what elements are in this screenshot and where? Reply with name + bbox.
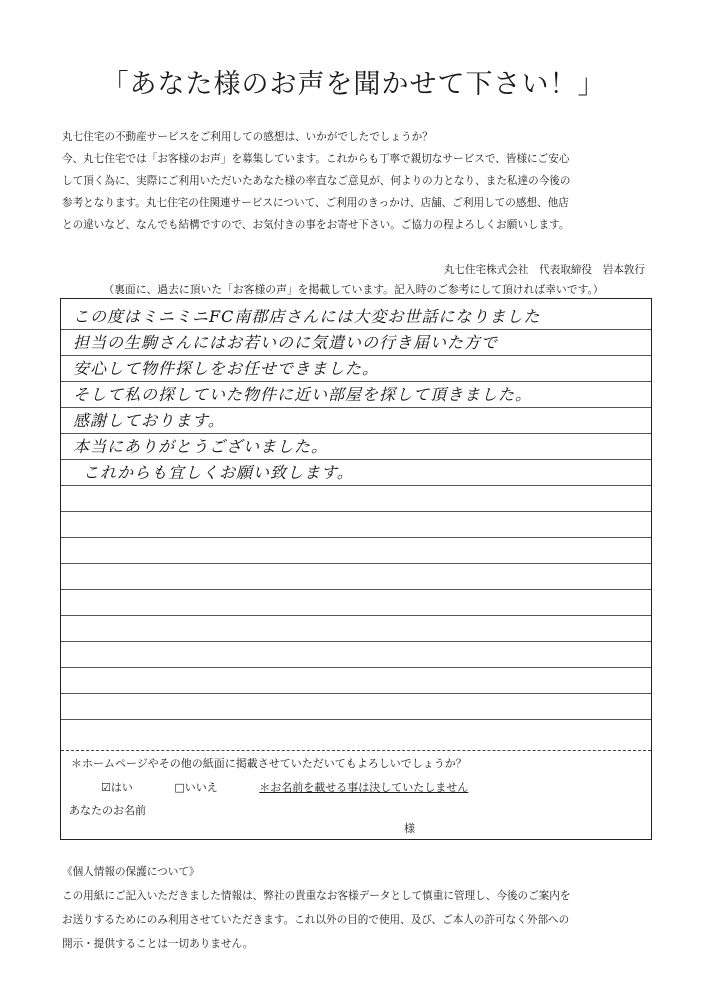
ruled-line — [61, 459, 651, 460]
handwritten-line: そして私の探していた物件に近い部屋を探して頂きました。 — [73, 385, 533, 404]
ruled-line — [61, 693, 651, 694]
privacy-line: 開示・提供することは一切ありません。 — [62, 938, 254, 950]
consent-yes-checkbox[interactable]: ☑はい — [101, 781, 133, 794]
ruled-line — [61, 355, 651, 356]
ruled-line — [61, 667, 651, 668]
intro-line: して頂く為に、実際にご利用いただいたあなた様の率直なご意見が、何よりの力となり、また私達の今後の — [62, 175, 571, 187]
signature: 丸七住宅株式会社 代表取締役 岩本敦行 — [443, 264, 645, 276]
ruled-line — [61, 485, 651, 486]
ruled-line — [61, 537, 651, 538]
handwritten-line: 本当にありがとうございました。 — [73, 437, 329, 456]
intro-line: との違いなど、なんでも結構ですので、お気付きの事をお寄せ下さい。ご協力の程よろしくお願いします。 — [62, 219, 570, 231]
section-divider — [61, 750, 651, 751]
ruled-line — [61, 615, 651, 616]
consent-options — [101, 779, 468, 795]
privacy-line: お送りするためにのみ利用させていただきます。これ以外の目的で使用、及び、ご本人の許可なく外部への — [62, 914, 570, 926]
page-title: 「あなた様のお声を聞かせて下さい！」 — [101, 69, 606, 100]
ruled-line — [61, 719, 651, 720]
comment-area[interactable] — [61, 299, 651, 749]
handwritten-line: 担当の生駒さんにはお若いのに気遣いの行き届いた方で — [73, 333, 499, 352]
ruled-line — [61, 381, 651, 382]
intro-line: 今、丸七住宅では「お客様のお声」を募集しています。これからも丁寧で親切なサービスで、皆様にご安心 — [62, 153, 570, 165]
ruled-line — [61, 329, 651, 330]
ruled-line — [61, 433, 651, 434]
ruled-line — [61, 589, 651, 590]
ruled-line — [61, 511, 651, 512]
ruled-line — [61, 407, 651, 408]
name-field-label: あなたのお名前 — [69, 804, 146, 817]
privacy-heading: 《個人情報の保護について》 — [62, 866, 200, 878]
privacy-notice — [62, 860, 662, 956]
consent-question: ＊ホームページやその他の紙面に掲載させていただいてもよろしいでしょうか？ — [71, 757, 467, 770]
intro-line: 参考となります。丸七住宅の住関連サービスについて、ご利用のきっかけ、店舗、ご利用しての感想、他店 — [62, 197, 569, 209]
ruled-line — [61, 563, 651, 564]
reference-note: （裏面に、過去に頂いた「お客様の声」を掲載しています。記入時のご参考にして頂ければ幸いです。） — [103, 283, 604, 296]
intro-text — [62, 126, 662, 236]
feedback-form — [60, 298, 652, 840]
intro-line: 丸七住宅の不動産サービスをご利用しての感想は、いかがでしたでしょうか？ — [62, 131, 433, 143]
handwritten-line: 感謝しております。 — [73, 411, 225, 430]
consent-no-checkbox[interactable]: □いいえ — [174, 781, 218, 794]
ruled-line — [61, 641, 651, 642]
privacy-line: この用紙にご記入いただきました情報は、弊社の貴重なお客様データとして慎重に管理し、今後のご案内を — [62, 890, 571, 902]
handwritten-line: この度はミニミニFC南郡店さんには大変お世話になりました — [73, 307, 541, 326]
name-privacy-note: ＊お名前を載せる事は決していたしません — [259, 781, 469, 794]
handwritten-line: これからも宜しくお願い致します。 — [83, 463, 354, 482]
name-honorific: 様 — [404, 822, 415, 835]
handwritten-line: 安心して物件探しをお任せできました。 — [73, 359, 380, 378]
